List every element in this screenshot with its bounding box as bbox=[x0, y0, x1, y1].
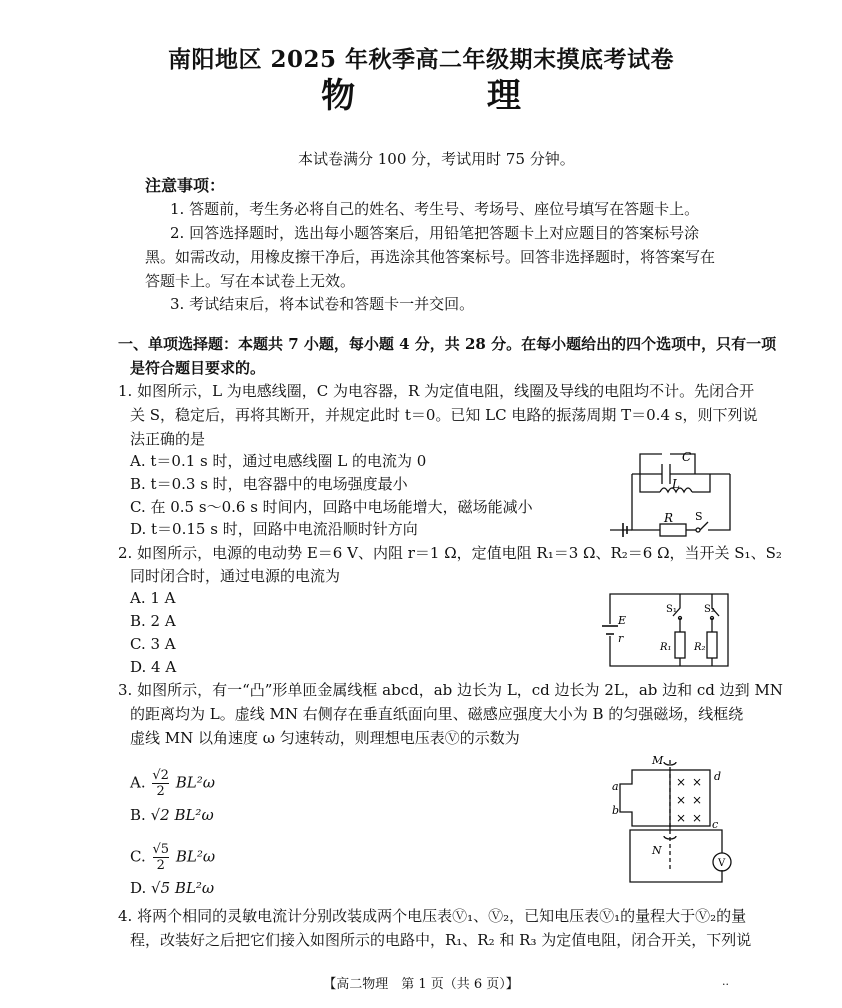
q4-stem-line-2: 程，改装好之后把它们接入如图所示的电路中，R₁、R₂ 和 R₃ 为定值电阻，闭合开关，下列说 bbox=[130, 931, 752, 949]
q3-option-c-expr: BL²ω bbox=[175, 847, 216, 866]
q2-fig-label-r: r bbox=[618, 632, 624, 645]
q2-fig-label-r1: R₁ bbox=[660, 642, 672, 653]
q3-fig-label-b: b bbox=[612, 804, 620, 817]
q1-stem-line-2: 关 S，稳定后，再将其断开，并规定此时 t＝0。已知 LC 电路的振荡周期 T＝0.4 s，则下列说 bbox=[130, 406, 758, 424]
q1-stem-line-1: 1. 如图所示，L 为电感线圈，C 为电容器，R 为定值电阻，线圈及导线的电阻均不计。先闭合开 bbox=[118, 382, 755, 400]
q3-fig-label-d: d bbox=[714, 770, 722, 783]
q3-option-c bbox=[130, 842, 215, 873]
q1-fig-label-r: R bbox=[664, 511, 674, 525]
q3-fig-field-mark: × bbox=[692, 793, 703, 807]
exam-info: 本试卷满分 100 分，考试用时 75 分钟。 bbox=[298, 150, 575, 168]
q1-fig-label-s: S bbox=[695, 510, 703, 523]
q3-fig-label-n: N bbox=[652, 844, 662, 857]
page-footer: 【高二物理 第 1 页（共 6 页）】 bbox=[323, 977, 519, 992]
q1-option-b: B. t＝0.3 s 时，电容器中的电场强度最小 bbox=[130, 475, 408, 493]
q1-fig-label-c: C bbox=[682, 450, 692, 464]
q3-option-a-label: A. bbox=[130, 773, 146, 792]
q2-circuit-figure bbox=[600, 588, 740, 676]
q3-option-d-label: D. bbox=[130, 879, 147, 897]
q3-option-a bbox=[130, 768, 215, 799]
q2-option-b: B. 2 A bbox=[130, 612, 176, 630]
q3-stem-line-3: 虚线 MN 以角速度 ω 匀速转动，则理想电压表Ⓥ的示数为 bbox=[130, 729, 520, 747]
q3-option-c-label: C. bbox=[130, 847, 146, 866]
q3-option-d-text: √5 BL²ω bbox=[151, 879, 215, 897]
q2-fig-label-s2: S₂ bbox=[704, 604, 715, 615]
q2-option-a: A. 1 A bbox=[130, 589, 176, 607]
q1-option-d: D. t＝0.15 s 时，回路中电流沿顺时针方向 bbox=[130, 520, 418, 538]
q3-fig-label-a: a bbox=[612, 780, 619, 793]
q3-option-d bbox=[130, 878, 214, 898]
q4-stem-line-1: 4. 将两个相同的灵敏电流计分别改装成两个电压表Ⓥ₁、Ⓥ₂，已知电压表Ⓥ₁的量程大于Ⓥ₂的量 bbox=[118, 907, 747, 925]
section-heading-line-2: 是符合题目要求的。 bbox=[130, 359, 266, 377]
q3-option-a-expr: BL²ω bbox=[175, 773, 215, 792]
section-heading-line-1: 一、单项选择题：本题共 7 小题，每小题 4 分，共 28 分。在每小题给出的四个选项中，只有一项 bbox=[118, 335, 777, 353]
notes-line-2: 2. 回答选择题时，选出每小题答案后，用铅笔把答题卡上对应题目的答案标号涂 bbox=[170, 224, 700, 242]
q3-option-a-denominator: 2 bbox=[156, 784, 165, 799]
q1-option-c: C. 在 0.5 s～0.6 s 时间内，回路中电场能增大，磁场能减小 bbox=[130, 498, 533, 516]
q1-option-a: A. t＝0.1 s 时，通过电感线圈 L 的电流为 0 bbox=[130, 452, 427, 470]
q2-option-d: D. 4 A bbox=[130, 658, 177, 676]
q3-option-b bbox=[130, 805, 214, 825]
q3-stem-line-1: 3. 如图所示，有一“凸”形单匝金属线框 abcd，ab 边长为 L，cd 边长为 2L，ab 边和 cd 边到 MN bbox=[118, 681, 783, 699]
q3-option-b-text: √2 BL²ω bbox=[150, 806, 214, 824]
q3-fig-field-mark: × bbox=[676, 793, 687, 807]
q3-option-c-denominator: 2 bbox=[156, 858, 165, 873]
q1-fig-label-l: L bbox=[672, 477, 680, 491]
notes-line-4: 答题卡上。写在本试卷上无效。 bbox=[145, 272, 356, 290]
q2-fig-label-r2: R₂ bbox=[694, 642, 706, 653]
q3-fig-voltmeter-label: V bbox=[718, 858, 726, 869]
q3-option-c-fraction bbox=[153, 842, 170, 873]
q2-stem-line-1: 2. 如图所示，电源的电动势 E＝6 V、内阻 r＝1 Ω，定值电阻 R₁＝3 Ω、R₂＝6 Ω，当开关 S₁、S₂ bbox=[118, 544, 782, 562]
q3-option-a-numerator: √2 bbox=[152, 768, 169, 783]
q3-option-b-label: B. bbox=[130, 806, 146, 824]
q3-fig-field-mark: × bbox=[676, 775, 687, 789]
q3-fig-field-mark: × bbox=[676, 811, 687, 825]
q3-stem-line-2: 的距离均为 L。虚线 MN 右侧存在垂直纸面向里、磁感应强度大小为 B 的匀强磁场，线框绕 bbox=[130, 705, 744, 723]
q3-option-c-numerator: √5 bbox=[152, 842, 170, 857]
q2-stem-line-2: 同时闭合时，通过电源的电流为 bbox=[130, 567, 341, 585]
q1-stem-line-3: 法正确的是 bbox=[130, 430, 206, 448]
q3-fig-label-c: c bbox=[712, 818, 719, 831]
notes-line-1: 1. 答题前，考生务必将自己的姓名、考生号、考场号、座位号填写在答题卡上。 bbox=[170, 200, 700, 218]
q2-fig-label-e: E bbox=[618, 614, 627, 627]
subject-title: 物 理 bbox=[321, 76, 581, 116]
q3-fig-label-m: M bbox=[652, 754, 664, 767]
q1-lc-circuit-figure bbox=[600, 446, 740, 546]
notes-line-5: 3. 考试结束后，将本试卷和答题卡一并交回。 bbox=[170, 295, 475, 313]
notes-heading: 注意事项： bbox=[145, 176, 226, 195]
footer-corner-mark: ·· bbox=[722, 978, 729, 991]
q3-fig-field-mark: × bbox=[692, 775, 703, 789]
q2-fig-label-s1: S₁ bbox=[666, 604, 677, 615]
exam-title: 南阳地区 2025 年秋季高二年级期末摸底考试卷 bbox=[167, 46, 675, 73]
notes-line-3: 黑。如需改动，用橡皮擦干净后，再选涂其他答案标号。回答非选择题时，将答案写在 bbox=[145, 248, 716, 266]
q3-frame-figure bbox=[612, 750, 742, 886]
q3-fig-field-mark: × bbox=[692, 811, 703, 825]
q2-option-c: C. 3 A bbox=[130, 635, 176, 653]
q3-option-a-fraction bbox=[152, 768, 169, 799]
